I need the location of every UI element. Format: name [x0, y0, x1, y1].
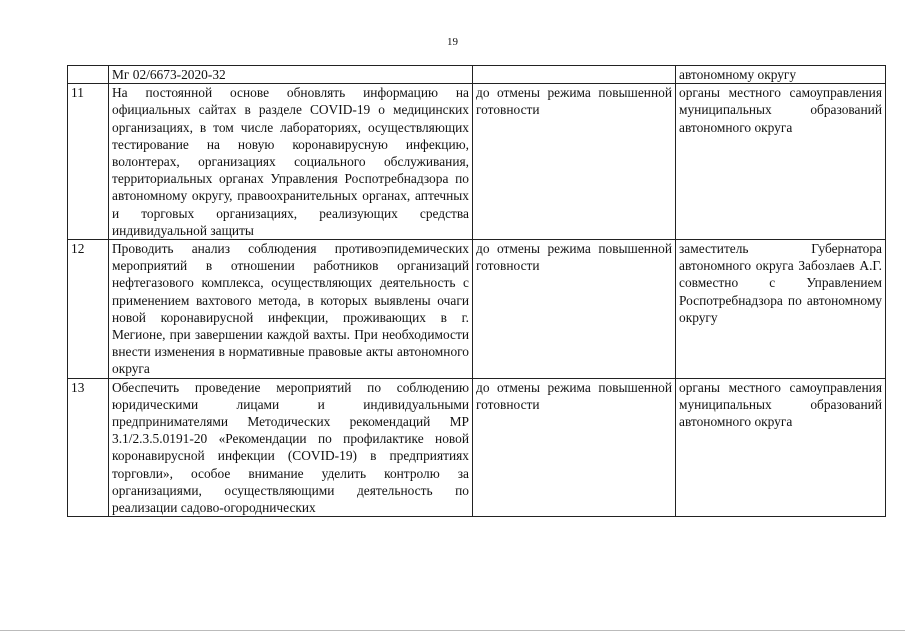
- responsible-cell: органы местного самоуправления муниципальных образований автономного округа: [676, 84, 886, 240]
- term-cell: [473, 66, 676, 84]
- task-cell: Мг 02/6673-2020-32: [109, 66, 473, 84]
- table-row: [68, 240, 886, 379]
- term-cell: до отмены режима повышенной готовности: [473, 378, 676, 517]
- task-cell: Проводить анализ соблюдения противоэпидемических мероприятий в отношении работников организаций нефтегазового комплекса, осуществляющих деятельность с применением вахтового метода, в которых выявлены очаги новой коронавирусной инфекции, проживающих в г. Мегионе, при завершении каждой вахты. При необходимости внести изменения в нормативные правовые акты автономного округа: [109, 240, 473, 379]
- row-number: 12: [68, 240, 109, 379]
- row-number: 11: [68, 84, 109, 240]
- table-row: [68, 84, 886, 240]
- row-number: [68, 66, 109, 84]
- responsible-cell: заместитель Губернатора автономного округа Забозлаев А.Г. совместно с Управлением Роспотребнадзора по автономному округу: [676, 240, 886, 379]
- responsible-cell: органы местного самоуправления муниципальных образований автономного округа: [676, 378, 886, 517]
- task-cell: На постоянной основе обновлять информацию на официальных сайтах в разделе COVID-19 о медицинских организациях, в том числе лабораториях, осуществляющих тестирование на новую коронавирусную инфекцию, волонтерах, организациях социального обслуживания, территориальных органах Управления Роспотребнадзора по автономному округу, правоохранительных органах, аптечных и торговых организациях, реализующих средства индивидуальной защиты: [109, 84, 473, 240]
- task-cell: Обеспечить проведение мероприятий по соблюдению юридическими лицами и индивидуальными предпринимателями Методических рекомендаций МР 3.1/2.3.5.0191-20 «Рекомендации по профилактике новой коронавирусной инфекции (COVID-19) в предприятиях торговли», особое внимание уделить контролю за организациями, осуществляющими деятельность по реализации садово-огороднических: [109, 378, 473, 517]
- row-number: 13: [68, 378, 109, 517]
- table-row: [68, 378, 886, 517]
- table-row-continuation: [68, 66, 886, 84]
- page-number: 19: [447, 36, 458, 48]
- scan-edge-line: [0, 630, 905, 631]
- term-cell: до отмены режима повышенной готовности: [473, 84, 676, 240]
- term-cell: до отмены режима повышенной готовности: [473, 240, 676, 379]
- measures-table: [67, 65, 886, 517]
- responsible-cell: автономному округу: [676, 66, 886, 84]
